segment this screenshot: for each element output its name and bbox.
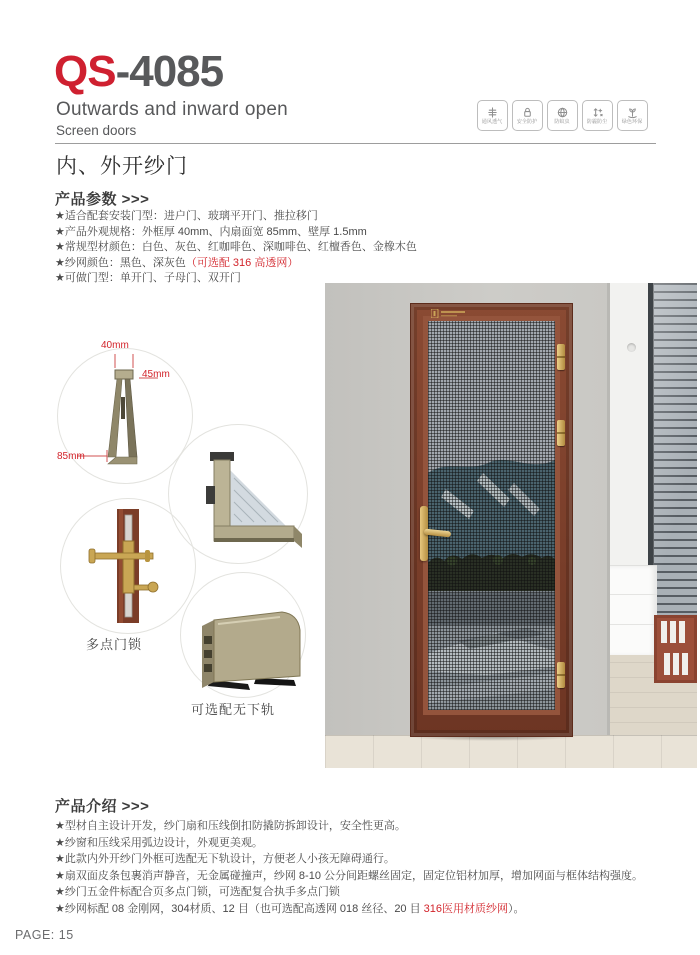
- lock-detail-image: [75, 505, 180, 627]
- plant-icon: [626, 106, 639, 119]
- white-cabinet: [610, 565, 657, 656]
- category-english: Screen doors: [56, 123, 137, 138]
- intro-text: ★纱网标配 08 金刚网，304材质、12 目（也可选配高透网 018 丝径、20 目: [55, 902, 424, 915]
- book: [670, 621, 676, 643]
- feature-label: 防霾防尘: [587, 119, 608, 125]
- dimension-right: 45mm: [142, 369, 170, 380]
- header-divider: [55, 143, 656, 144]
- parameter-item: ★可做门型：单开门、子母门、双开门: [55, 272, 241, 284]
- drawer-line: [610, 594, 657, 595]
- parameters-list: [55, 209, 417, 287]
- book: [664, 653, 670, 675]
- page-title: [54, 47, 224, 96]
- parameter-highlight: （可选配 316 高透网）: [185, 256, 299, 269]
- product-photo: [325, 283, 697, 768]
- intro-item: ★此款内外开纱门外框可选配无下轨设计，方便老人小孩无障碍通行。: [55, 853, 395, 865]
- parameter-text: ★纱网颜色：黑色、深灰色: [55, 256, 186, 269]
- parameters-heading: 产品参数 >>>: [55, 191, 150, 208]
- mosquito-net-icon: [556, 106, 569, 119]
- intro-list: [55, 818, 643, 917]
- bottom-rail-image: [190, 584, 302, 692]
- model-prefix: QS: [54, 47, 116, 96]
- interior-scene: [610, 283, 697, 768]
- dimension-left: 85mm: [57, 451, 85, 462]
- feature-label: 安全防护: [517, 119, 538, 125]
- door-sash: [423, 316, 560, 715]
- drawer-line: [610, 624, 657, 625]
- page-number: PAGE: 15: [15, 928, 74, 942]
- door-hinge-middle: [557, 420, 565, 446]
- parameter-item: ★常规型材颜色：白色、灰色、红咖啡色、深咖啡色、红檀香色、金橡木色: [55, 241, 417, 253]
- feature-label: 通风透气: [482, 119, 503, 125]
- intro-text: ）。: [508, 902, 525, 915]
- airflow-arrows-icon: [591, 106, 604, 119]
- feature-label: 防蚊虫: [554, 119, 571, 125]
- lock-caption: 多点门锁: [86, 637, 143, 652]
- intro-heading: 产品介绍 >>>: [55, 798, 150, 815]
- book: [679, 621, 685, 643]
- parameter-item: ★产品外观规格：外框厚 40mm、内扇面宽 85mm、壁厚 1.5mm: [55, 225, 367, 238]
- feature-eco: [617, 100, 648, 131]
- feature-security: [512, 100, 543, 131]
- intro-highlight: 316医用材质纱网: [423, 902, 509, 915]
- feature-ventilation: [477, 100, 508, 131]
- feature-dustproof: [582, 100, 613, 131]
- model-suffix: -4085: [115, 47, 224, 96]
- intro-item: ★扇双面皮条包裹消声静音，无金属碰撞声，纱网 8-10 公分间距螺丝固定，固定位铝材加厚，增加网面与框体结构强度。: [55, 869, 643, 882]
- parameter-item: [55, 256, 417, 272]
- intro-item: ★纱门五金件标配合页多点门锁，可选配复合执手多点门锁: [55, 886, 340, 898]
- feature-label: 绿色环保: [622, 119, 643, 125]
- window-sheen: [653, 283, 697, 643]
- bookshelf: [654, 615, 697, 683]
- mesh-grid: [428, 321, 555, 710]
- product-title-chinese: 内、外开纱门: [56, 155, 188, 178]
- dimension-top: 40mm: [101, 340, 129, 351]
- brand-logo-icon: [431, 309, 467, 318]
- parameter-item: ★适合配套安装门型：进户门、玻璃平开门、推拉移门: [55, 210, 318, 222]
- door-hinge-bottom: [557, 662, 565, 688]
- intro-item: [55, 901, 643, 918]
- intro-item: ★型材自主设计开发，纱门扇和压线倒扣防撬防拆卸设计，安全性更高。: [55, 820, 406, 832]
- book: [673, 653, 679, 675]
- ventilation-icon: [486, 106, 499, 119]
- book: [682, 653, 688, 675]
- subtitle-english: Outwards and inward open: [56, 99, 288, 120]
- bottom-rail-caption: 可选配无下轨: [191, 702, 276, 717]
- corner-sample-image: [180, 430, 302, 555]
- ceiling-light: [627, 343, 636, 352]
- book: [661, 621, 667, 643]
- feature-icon-row: [477, 100, 648, 131]
- door-hinge-top: [557, 344, 565, 370]
- lock-icon: [521, 106, 534, 119]
- screen-door: [410, 303, 573, 737]
- feature-mosquito: [547, 100, 578, 131]
- intro-item: ★纱窗和压线采用弧边设计，外观更美观。: [55, 836, 263, 849]
